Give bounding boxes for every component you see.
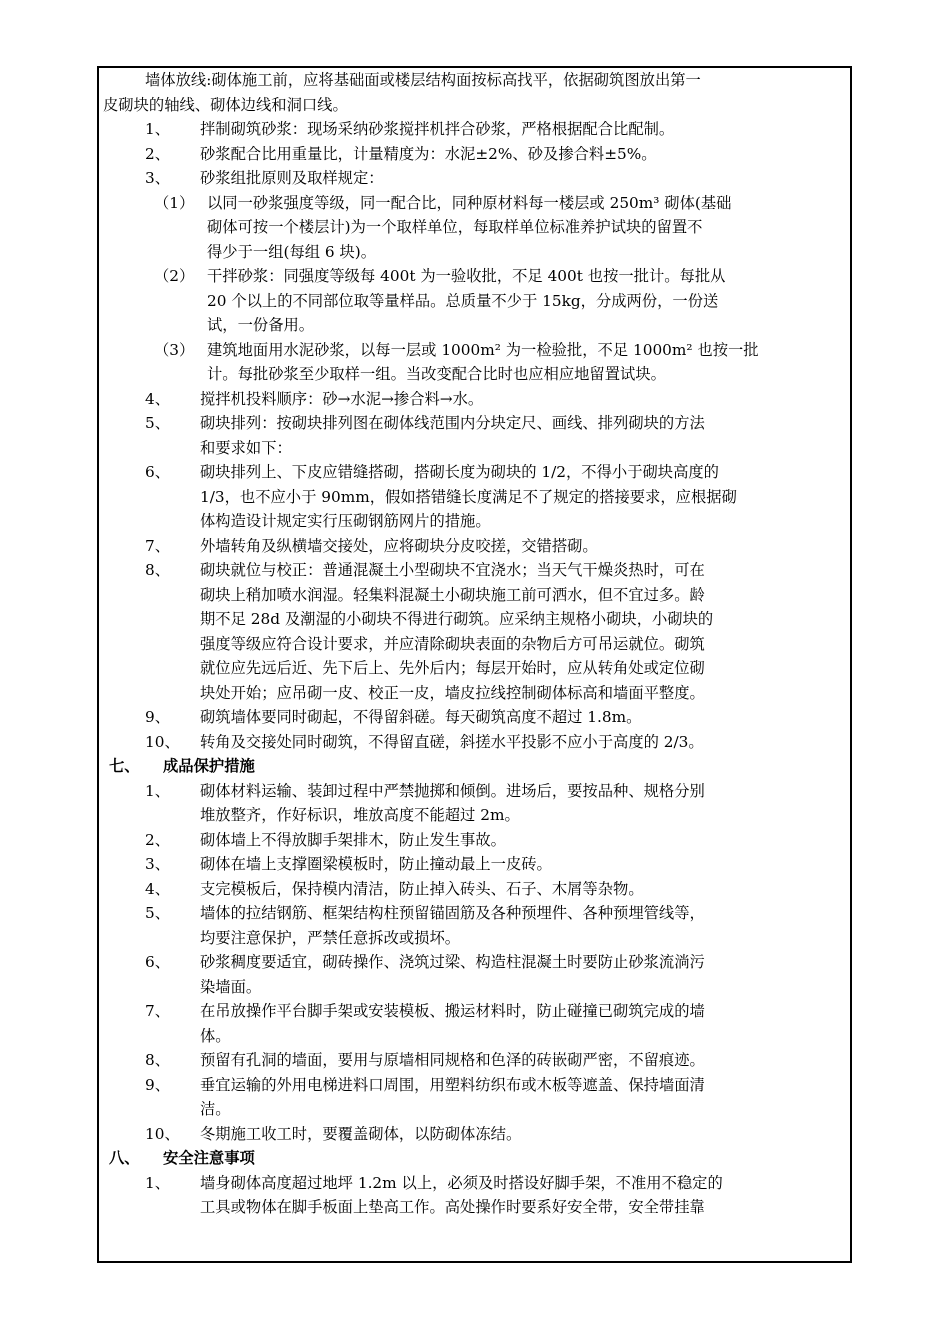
item-number: 4、 xyxy=(145,389,171,408)
item-number: 1、 xyxy=(145,781,171,800)
item-number: 10、 xyxy=(145,1124,180,1143)
item-text: 建筑地面用水泥砂浆，以每一层或 1000m² 为一检验批，不足 1000m² 也按一批 xyxy=(207,340,759,359)
list-item xyxy=(99,1171,850,1196)
item-text: 砂浆组批原则及取样规定： xyxy=(200,169,384,187)
list-item xyxy=(99,656,850,681)
list-item xyxy=(99,1048,850,1073)
sub-list-item xyxy=(99,191,850,216)
item-number: 10、 xyxy=(145,732,180,751)
sub-list-item xyxy=(99,240,850,265)
list-item xyxy=(99,950,850,975)
item-text: 砌块排列上、下皮应错缝搭砌，搭砌长度为砌块的 1/2，不得小于砌块高度的 xyxy=(200,463,719,481)
item-number: 5、 xyxy=(145,904,171,922)
sub-list-item xyxy=(99,313,850,338)
item-text: 冬期施工收工时，要覆盖砌体，以防砌体冻结。 xyxy=(200,1124,522,1143)
list-item xyxy=(99,1122,850,1147)
item-number: （3） xyxy=(154,340,195,359)
list-item xyxy=(99,1024,850,1049)
item-text: 砌块排列：按砌块排列图在砌体线范围内分块定尺、画线、排列砌块的方法 xyxy=(200,414,705,432)
item-text: 在吊放操作平台脚手架或安装模板、搬运材料时，防止碰撞已砌筑完成的墙 xyxy=(200,1002,705,1020)
item-text: 得少于一组(每组 6 块)。 xyxy=(207,242,377,261)
item-text: 砌块就位与校正：普通混凝土小型砌块不宜浇水；当天气干燥炎热时，可在 xyxy=(200,561,705,579)
item-text: 洁。 xyxy=(200,1100,231,1118)
list-item xyxy=(99,730,850,755)
sub-list-item xyxy=(99,362,850,387)
item-text: 墙体的拉结钢筋、框架结构柱预留锚固筋及各种预埋件、各种预埋管线等， xyxy=(200,904,705,922)
list-item xyxy=(99,975,850,1000)
list-item xyxy=(99,1073,850,1098)
sub-list-item xyxy=(99,215,850,240)
list-item xyxy=(99,852,850,877)
section-number: 八、 xyxy=(109,1149,140,1167)
item-text: 砌体在墙上支撑圈梁模板时，防止撞动最上一皮砖。 xyxy=(200,855,552,873)
document-body xyxy=(99,68,850,1220)
item-text: 砌体材料运输、装卸过程中严禁抛掷和倾倒。进场后，要按品种、规格分别 xyxy=(200,781,705,800)
intro-line xyxy=(99,68,850,93)
item-number: 9、 xyxy=(145,708,171,726)
sub-list-item xyxy=(99,289,850,314)
item-text: 砌体墙上不得放脚手架排木，防止发生事故。 xyxy=(200,830,506,849)
list-item xyxy=(99,460,850,485)
list-item xyxy=(99,901,850,926)
item-text: 外墙转角及纵横墙交接处，应将砌块分皮咬搓，交错搭砌。 xyxy=(200,536,598,555)
item-text: 预留有孔洞的墙面，要用与原墙相同规格和色泽的砖嵌砌严密，不留痕迹。 xyxy=(200,1051,705,1069)
item-number: 3、 xyxy=(145,169,171,187)
item-text: 计。每批砂浆至少取样一组。当改变配合比时也应相应地留置试块。 xyxy=(207,365,666,383)
intro-line xyxy=(99,93,850,118)
list-item xyxy=(99,779,850,804)
list-item xyxy=(99,1097,850,1122)
list-item xyxy=(99,632,850,657)
item-text: 20 个以上的不同部位取等量样品。总质量不少于 15kg，分成两份，一份送 xyxy=(207,291,719,310)
item-text: 搅拌机投料顺序：砂→水泥→掺合料→水。 xyxy=(200,389,484,408)
item-text: 染墙面。 xyxy=(200,977,262,996)
item-number: 1、 xyxy=(145,120,171,138)
item-number: 7、 xyxy=(145,1002,171,1020)
item-text: 以同一砂浆强度等级，同一配合比，同种原材料每一楼层或 250m³ 砌体(基础 xyxy=(207,193,732,212)
item-text: 体构造设计规定实行压砌钢筋网片的措施。 xyxy=(200,512,491,530)
list-item xyxy=(99,681,850,706)
list-item xyxy=(99,142,850,167)
item-text: 块处开始；应吊砌一皮、校正一皮，墙皮拉线控制砌体标高和墙面平整度。 xyxy=(200,683,705,702)
list-item xyxy=(99,411,850,436)
item-text: 均要注意保护，严禁任意拆改或损坏。 xyxy=(200,928,461,947)
item-text: 墙身砌体高度超过地坪 1.2m 以上，必须及时搭设好脚手架，不准用不稳定的 xyxy=(200,1173,723,1192)
sub-list-item xyxy=(99,338,850,363)
list-item xyxy=(99,583,850,608)
list-item xyxy=(99,436,850,461)
item-text: 和要求如下： xyxy=(200,438,292,457)
item-number: （2） xyxy=(154,267,195,285)
list-item xyxy=(99,485,850,510)
list-item xyxy=(99,117,850,142)
list-item xyxy=(99,1195,850,1220)
item-number: 4、 xyxy=(145,879,171,898)
list-item xyxy=(99,877,850,902)
item-text: 支完模板后，保持模内清洁，防止掉入砖头、石子、木屑等杂物。 xyxy=(200,879,644,898)
item-text: 干拌砂浆：同强度等级每 400t 为一验收批，不足 400t 也按一批计。每批从 xyxy=(207,267,726,285)
item-text: 工具或物体在脚手板面上垫高工作。高处操作时要系好安全带，安全带挂靠 xyxy=(200,1198,705,1216)
section-heading xyxy=(99,754,850,779)
intro-text: 墙体放线:砌体施工前，应将基础面或楼层结构面按标高找平，依据砌筑图放出第一 xyxy=(145,71,701,89)
item-number: （1） xyxy=(154,193,195,212)
item-text: 砌块上稍加喷水润湿。轻集料混凝土小砌块施工前可洒水，但不宜过多。龄 xyxy=(200,585,705,604)
list-item xyxy=(99,509,850,534)
list-item xyxy=(99,828,850,853)
section-title: 成品保护措施 xyxy=(163,757,255,775)
item-number: 2、 xyxy=(145,144,171,163)
sub-list-item xyxy=(99,264,850,289)
item-number: 6、 xyxy=(145,463,171,481)
item-number: 9、 xyxy=(145,1075,171,1094)
item-number: 6、 xyxy=(145,953,171,971)
list-item xyxy=(99,387,850,412)
list-item xyxy=(99,999,850,1024)
item-number: 2、 xyxy=(145,830,171,849)
item-text: 砌体可按一个楼层计)为一个取样单位，每取样单位标准养护试块的留置不 xyxy=(207,218,703,236)
item-text: 体。 xyxy=(200,1026,231,1045)
section-title: 安全注意事项 xyxy=(163,1149,255,1167)
item-text: 垂宜运输的外用电梯进料口周围，用塑料纺织布或木板等遮盖、保持墙面清 xyxy=(200,1075,705,1094)
list-item xyxy=(99,926,850,951)
list-item xyxy=(99,803,850,828)
item-number: 5、 xyxy=(145,414,171,432)
item-text: 砌筑墙体要同时砌起，不得留斜磋。每天砌筑高度不超过 1.8m。 xyxy=(200,708,642,726)
item-text: 砂浆配合比用重量比，计量精度为：水泥±2%、砂及掺合料±5%。 xyxy=(200,144,657,163)
item-number: 3、 xyxy=(145,855,171,873)
item-text: 就位应先远后近、先下后上、先外后内；每层开始时，应从转角处或定位砌 xyxy=(200,659,705,677)
item-text: 砂浆稠度要适宜，砌砖操作、浇筑过梁、构造柱混凝土时要防止砂浆流淌污 xyxy=(200,953,705,971)
item-number: 8、 xyxy=(145,561,171,579)
item-text: 期不足 28d 及潮湿的小砌块不得进行砌筑。应采纳主规格小砌块，小砌块的 xyxy=(200,610,714,628)
list-item xyxy=(99,166,850,191)
item-text: 堆放整齐，作好标识，堆放高度不能超过 2m。 xyxy=(200,806,520,824)
list-item xyxy=(99,558,850,583)
section-heading xyxy=(99,1146,850,1171)
list-item xyxy=(99,607,850,632)
item-number: 7、 xyxy=(145,536,171,555)
item-number: 1、 xyxy=(145,1173,171,1192)
item-text: 转角及交接处同时砌筑，不得留直磋，斜搓水平投影不应小于高度的 2/3。 xyxy=(200,732,704,751)
item-text: 拌制砌筑砂浆：现场采纳砂浆搅拌机拌合砂浆，严格根据配合比配制。 xyxy=(200,120,675,138)
list-item xyxy=(99,705,850,730)
list-item xyxy=(99,534,850,559)
item-text: 强度等级应符合设计要求，并应清除砌块表面的杂物后方可吊运就位。砌筑 xyxy=(200,634,705,653)
section-number: 七、 xyxy=(109,757,140,775)
item-text: 试，一份备用。 xyxy=(207,316,315,334)
item-text: 1/3，也不应小于 90mm，假如搭错缝长度满足不了规定的搭接要求，应根据砌 xyxy=(200,487,737,506)
document-frame xyxy=(97,66,852,1263)
intro-text: 皮砌块的轴线、砌体边线和洞口线。 xyxy=(103,95,348,114)
item-number: 8、 xyxy=(145,1051,171,1069)
